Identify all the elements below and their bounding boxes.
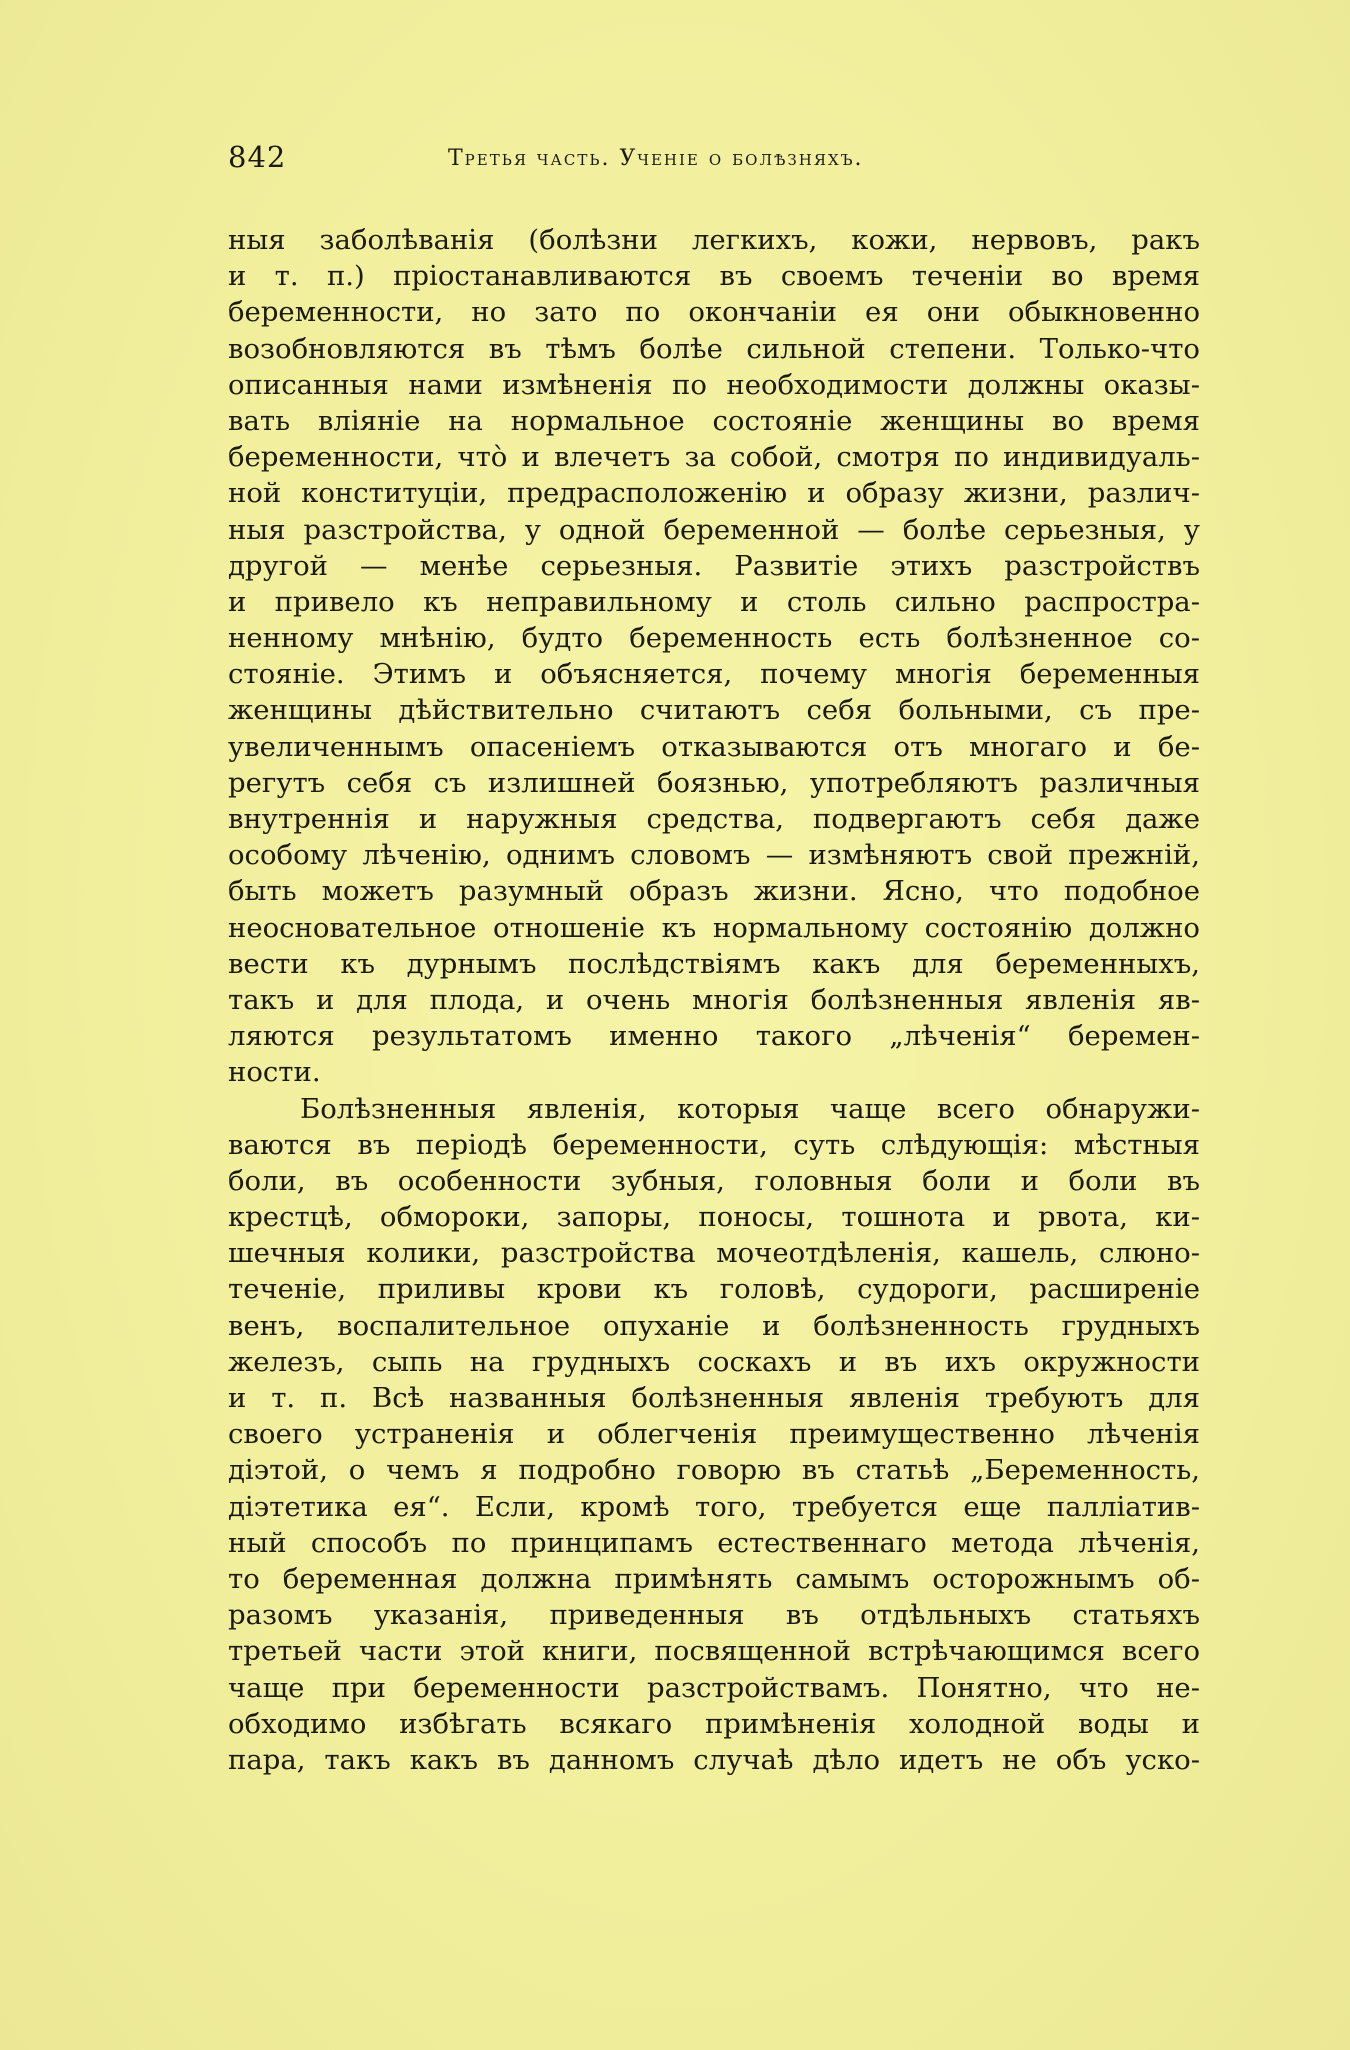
text-line: ваются въ періодѣ беременности, суть слѣдующія: мѣстныя	[228, 1128, 1200, 1161]
text-line: обходимо избѣгать всякаго примѣненія холодной воды и	[228, 1707, 1200, 1740]
text-line: ляются результатомъ именно такого „лѣченія“ беремен-	[228, 1020, 1200, 1053]
text-line: то беременная должна примѣнять самымъ осторожнымъ об-	[228, 1562, 1200, 1595]
text-line: ной конституціи, предрасположенію и образу жизни, различ-	[228, 477, 1200, 510]
paragraph-first-line: Болѣзненныя явленія, которыя чаще всего обнаружи-	[300, 1092, 1200, 1125]
text-line: діэтой, о чемъ я подробно говорю въ статьѣ „Беременность,	[228, 1454, 1200, 1487]
text-line: женщины дѣйствительно считаютъ себя больными, съ пре-	[228, 694, 1200, 727]
text-line: регутъ себя съ излишней боязнью, употребляютъ различныя	[228, 766, 1200, 799]
text-line: другой — менѣе серьезныя. Развитіе этихъ разстройствъ	[228, 549, 1200, 582]
text-line: крестцѣ, обмороки, запоры, поносы, тошнота и рвота, ки-	[228, 1201, 1200, 1234]
text-line: своего устраненія и облегченія преимущественно лѣченія	[228, 1418, 1200, 1451]
body-text	[228, 222, 1200, 1778]
paragraph-last-line: ности.	[228, 1056, 321, 1089]
text-line: діэтетика ея“. Если, кромѣ того, требуется еще палліатив-	[228, 1490, 1200, 1523]
running-head: Третья часть. Ученіе о болѣзняхъ.	[448, 146, 864, 171]
text-line: такъ и для плода, и очень многія болѣзненныя явленія яв-	[228, 983, 1200, 1016]
text-line: теченіе, приливы крови къ головѣ, судороги, расширеніе	[228, 1273, 1200, 1306]
text-line: боли, въ особенности зубныя, головныя боли и боли въ	[228, 1164, 1200, 1197]
text-line: третьей части этой книги, посвященной встрѣчающимся всего	[228, 1635, 1200, 1668]
text-line: и привело къ неправильному и столь сильно распростра-	[228, 585, 1200, 618]
text-line: неосновательное отношеніе къ нормальному состоянію должно	[228, 911, 1200, 944]
text-line: вать вліяніе на нормальное состояніе женщины во время	[228, 404, 1200, 437]
text-line: ный способъ по принципамъ естественнаго метода лѣченія,	[228, 1526, 1200, 1559]
text-line: пара, такъ какъ въ данномъ случаѣ дѣло идетъ не объ уско-	[228, 1743, 1200, 1776]
text-line: и т. п. Всѣ названныя болѣзненныя явленія требуютъ для	[228, 1382, 1200, 1414]
text-line: особому лѣченію, однимъ словомъ — измѣняютъ свой прежній,	[228, 839, 1200, 872]
text-line: стояніе. Этимъ и объясняется, почему многія беременныя	[228, 658, 1200, 691]
text-line: быть можетъ разумный образъ жизни. Ясно, что подобное	[228, 875, 1200, 908]
text-line: беременности, что̀ и влечетъ за собой, смотря по индивидуаль-	[228, 441, 1200, 474]
text-line: разомъ указанія, приведенныя въ отдѣльныхъ статьяхъ	[228, 1599, 1200, 1632]
text-line: чаще при беременности разстройствамъ. Понятно, что не-	[228, 1671, 1200, 1704]
text-line: описанныя нами измѣненія по необходимости должны оказы-	[228, 368, 1200, 401]
text-line: ненному мнѣнію, будто беременность есть болѣзненное со-	[228, 622, 1200, 655]
text-line: беременности, но зато по окончаніи ея они обыкновенно	[228, 296, 1200, 329]
text-line: венъ, воспалительное опуханіе и болѣзненность грудныхъ	[228, 1309, 1200, 1342]
text-line: и т. п.) пріостанавливаются въ своемъ теченіи во время	[228, 260, 1200, 293]
text-line: железъ, сыпь на грудныхъ соскахъ и въ ихъ окружности	[228, 1345, 1200, 1378]
text-line: увеличеннымъ опасеніемъ отказываются отъ многаго и бе-	[228, 730, 1200, 763]
text-line: ныя заболѣванія (болѣзни легкихъ, кожи, нервовъ, ракъ	[228, 224, 1200, 256]
text-line: внутреннія и наружныя средства, подвергаютъ себя даже	[228, 803, 1200, 835]
text-line: вести къ дурнымъ послѣдствіямъ какъ для беременныхъ,	[228, 947, 1200, 980]
text-line: ныя разстройства, у одной беременной — болѣе серьезныя, у	[228, 513, 1200, 546]
text-line: возобновляются въ тѣмъ болѣе сильной степени. Только-что	[228, 332, 1200, 365]
page-header	[228, 140, 1128, 180]
text-line: шечныя колики, разстройства мочеотдѣленія, кашель, слюно-	[228, 1237, 1200, 1270]
page-number: 842	[228, 140, 287, 174]
